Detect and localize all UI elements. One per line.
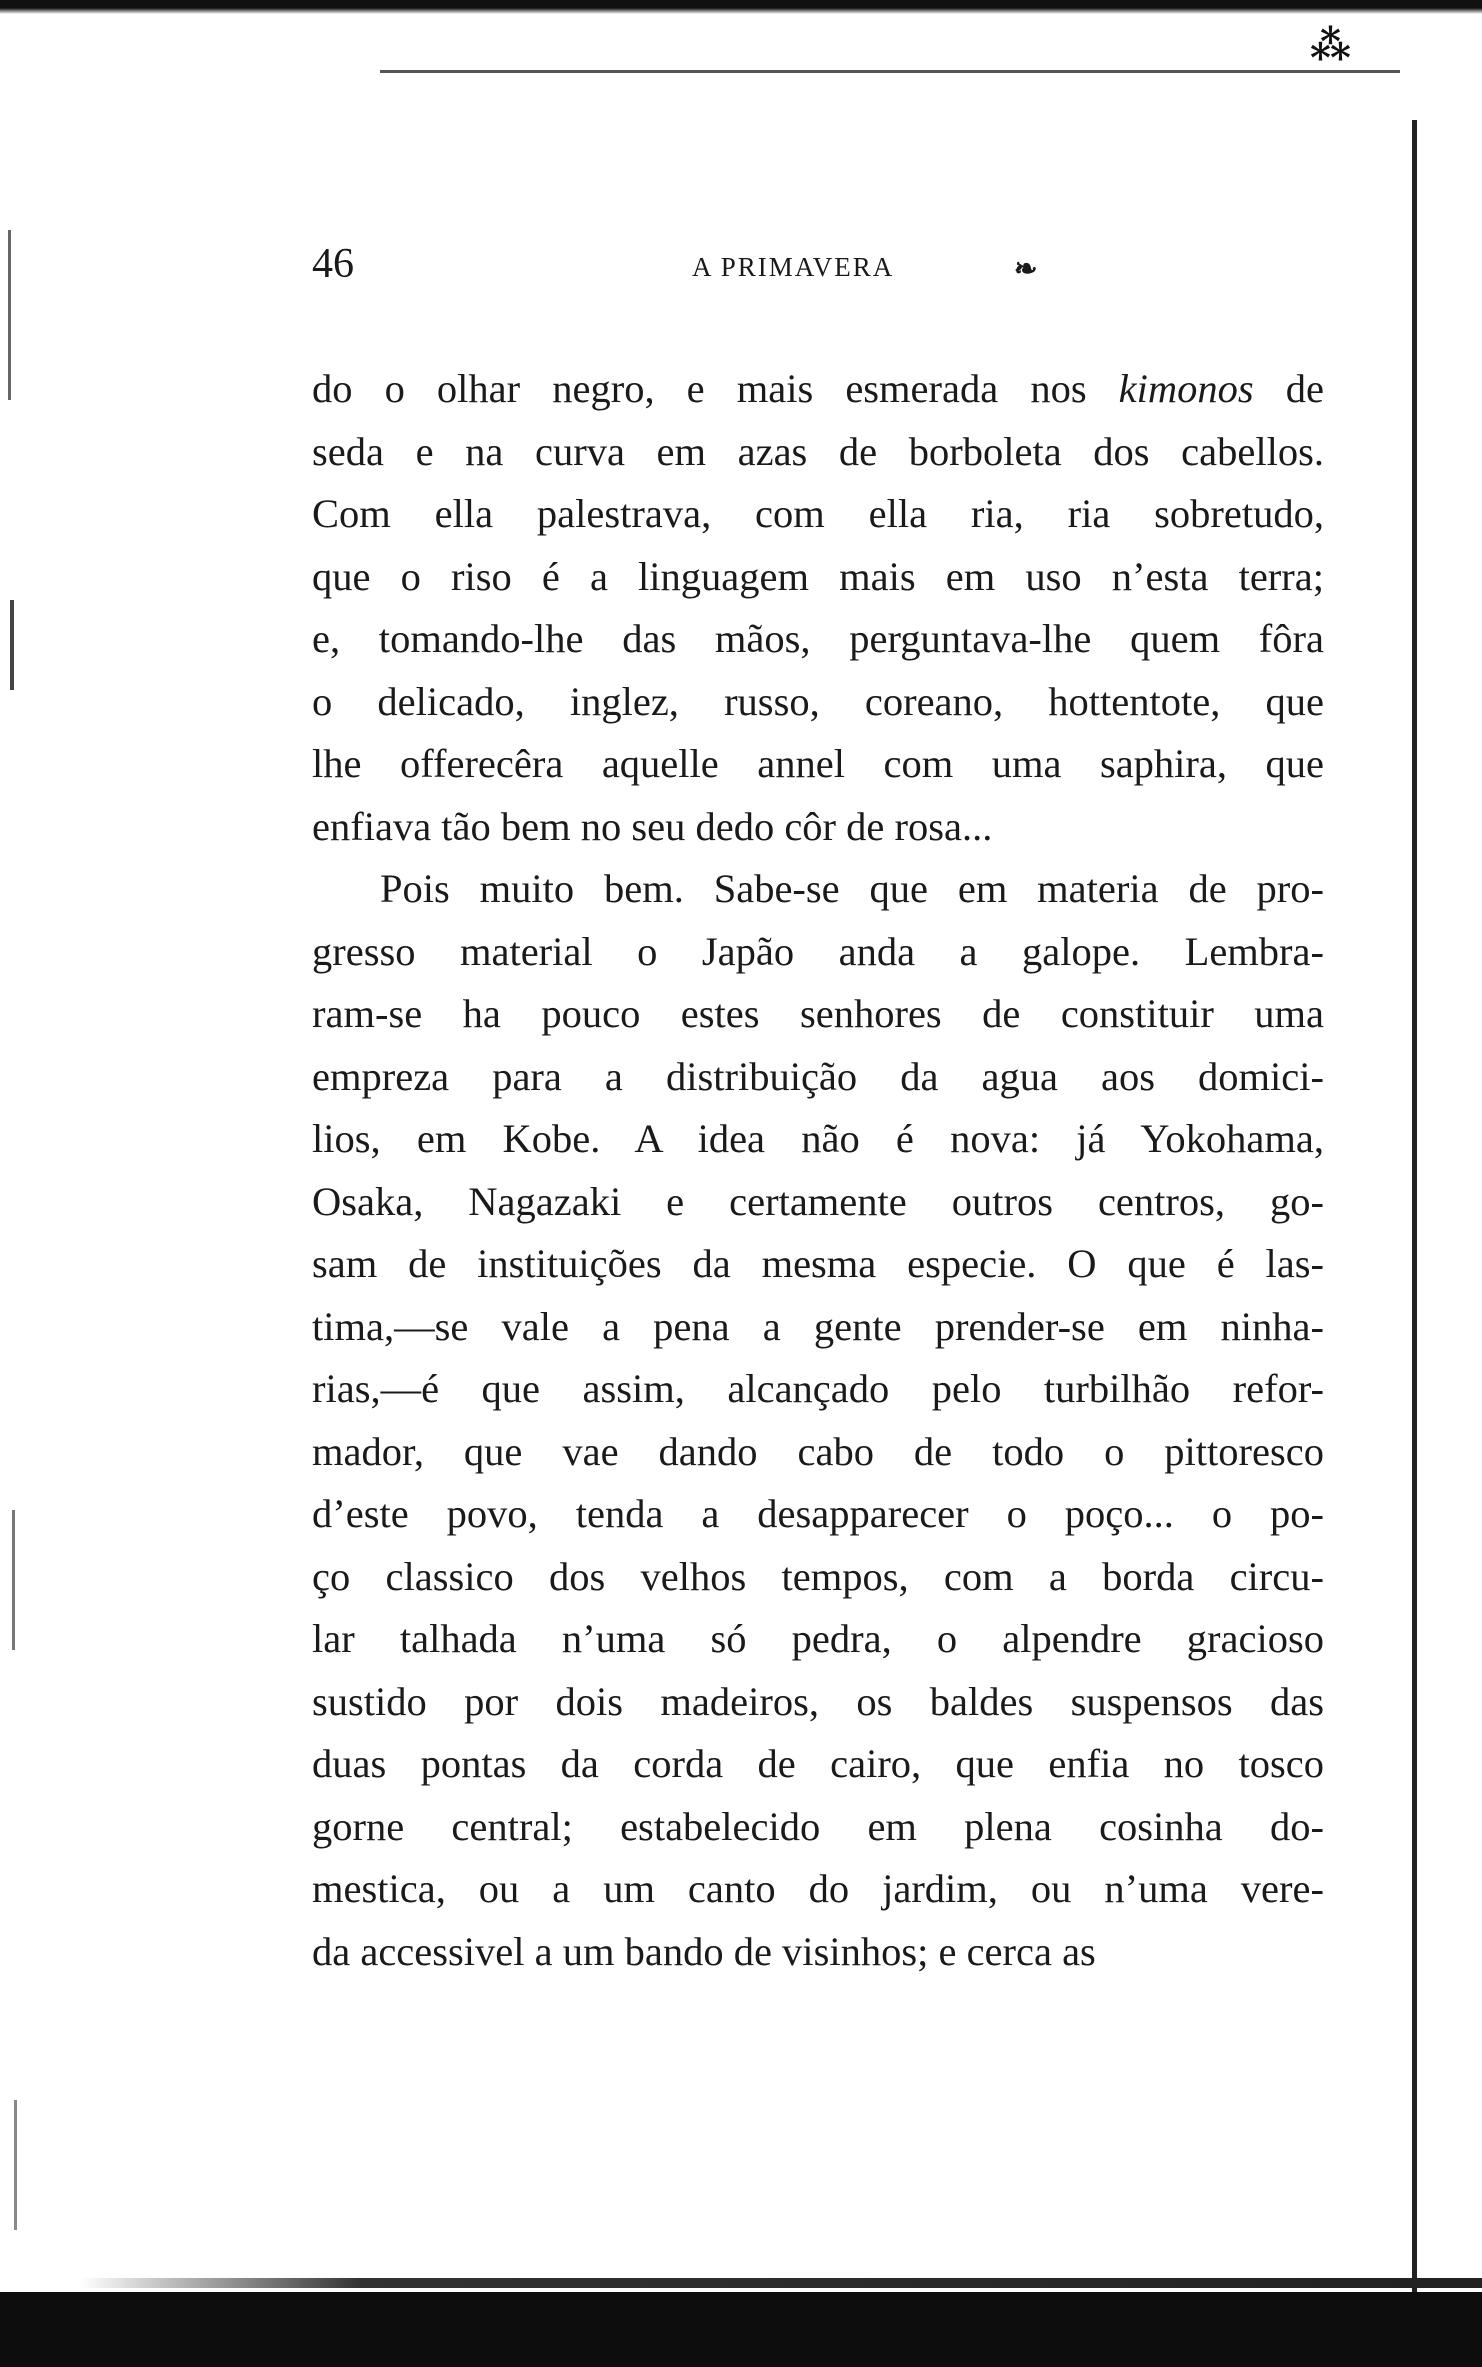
italic-word: kimonos (1118, 366, 1254, 411)
text-line: lhe offerecêra aquelle annel com uma saphira, que (312, 741, 1324, 786)
text-line: enfiava tão bem no seu dedo côr de rosa... (312, 803, 993, 849)
text-line: gorne central; estabelecido em plena cosinha do- (312, 1803, 1324, 1849)
text-line: mestica, ou a um canto do jardim, ou n’uma vere- (312, 1866, 1324, 1911)
running-title: A PRIMAVERA (692, 252, 895, 282)
text-line: rias,—é que assim, alcançado pelo turbilhão refor- (312, 1366, 1324, 1411)
scan-rule-top (380, 70, 1400, 73)
scan-edge-bottom (0, 2292, 1482, 2367)
text-line: gresso material o Japão anda a galope. Lembra- (312, 928, 1324, 974)
text-line: o delicado, inglez, russo, coreano, hottentote, que (312, 678, 1324, 724)
scan-edge-left (10, 600, 14, 690)
text-line: ram-se ha pouco estes senhores de constituir uma (312, 991, 1324, 1036)
text-line: seda e na curva em azas de borboleta dos cabellos. (312, 428, 1324, 474)
text-line: mador, que vae dando cabo de todo o pittoresco (312, 1428, 1324, 1474)
text-line: Pois muito bem. Sabe-se que em materia de pro- (380, 866, 1324, 911)
text-line: tima,—se vale a pena a gente prender-se em ninha- (312, 1303, 1324, 1349)
text-line: ço classico dos velhos tempos, com a borda circu- (312, 1553, 1324, 1599)
text-line: da accessivel a um bando de visinhos; e cerca as (312, 1928, 1096, 1974)
text-line: lar talhada n’uma só pedra, o alpendre gracioso (312, 1616, 1324, 1661)
text-line: duas pontas da corda de cairo, que enfia no tosco (312, 1741, 1324, 1786)
body-text (312, 358, 1324, 1983)
scan-edge-left (8, 230, 11, 400)
scan-edge-right (1412, 120, 1417, 2320)
text-line: que o riso é a linguagem mais em uso n’esta terra; (312, 553, 1324, 599)
ornament-icon: ❧ (1014, 254, 1038, 285)
text-line: Com ella palestrava, com ella ria, ria sobretudo, (312, 491, 1324, 536)
text-line: sustido por dois madeiros, os baldes suspensos das (312, 1678, 1324, 1724)
text-line: lios, em Kobe. A idea não é nova: já Yokohama, (312, 1116, 1324, 1161)
text-line: empreza para a distribuição da agua aos domici- (312, 1053, 1324, 1099)
scan-edge-left (14, 2100, 17, 2230)
text-line: do o olhar negro, e mais esmerada nos kimonos de (312, 366, 1324, 411)
page-number: 46 (312, 241, 354, 287)
text-line: Osaka, Nagazaki e certamente outros centros, go- (312, 1178, 1324, 1224)
page-header (312, 240, 1332, 300)
scan-edge-left (12, 1510, 15, 1650)
text-line: sam de instituições da mesma especie. O que é las- (312, 1241, 1324, 1286)
text-line: e, tomando-lhe das mãos, perguntava-lhe quem fôra (312, 616, 1324, 661)
scan-edge-top (0, 0, 1482, 14)
scan-corner-mark: ⁂ (1310, 23, 1353, 68)
text-line: d’este povo, tenda a desapparecer o poço... o po- (312, 1491, 1324, 1536)
scan-band-bottom (80, 2278, 1482, 2288)
